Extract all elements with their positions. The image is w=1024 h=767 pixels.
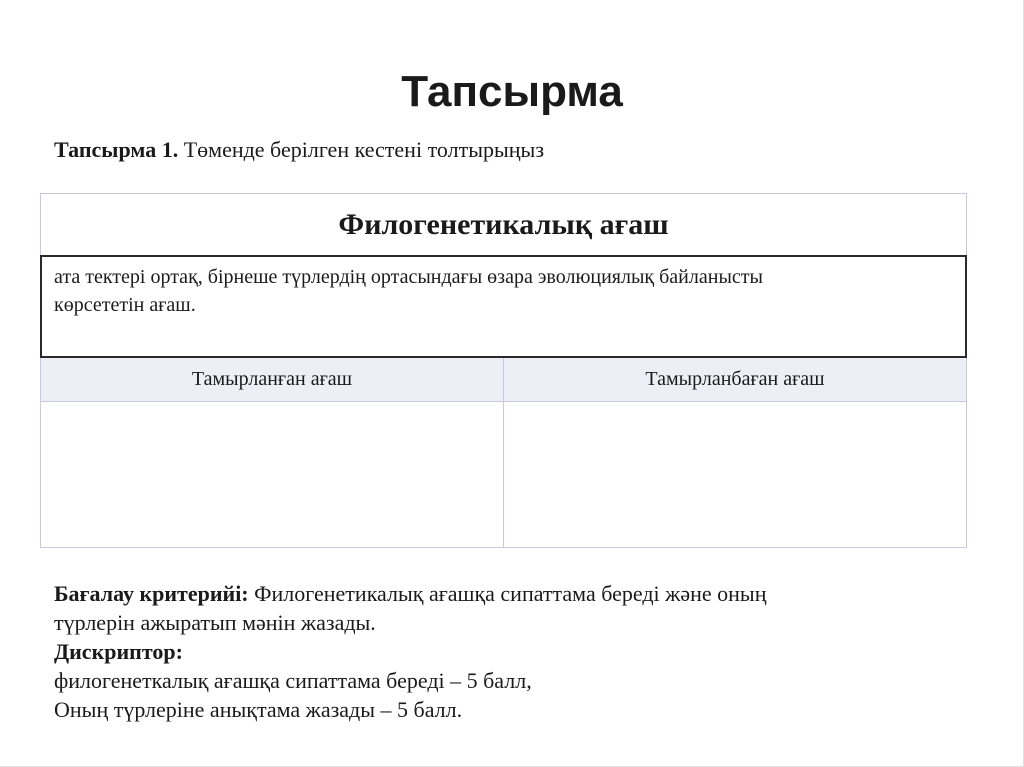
- criteria-text-1: Филогенетикалық ағашқа сипаттама береді және оның: [248, 581, 767, 606]
- column-header-rooted: Тамырланған ағаш: [41, 358, 503, 402]
- task-instruction: [54, 136, 544, 164]
- fill-in-table: [40, 193, 967, 548]
- descriptor-item-2: Оның түрлеріне анықтама жазады – 5 балл.: [54, 697, 463, 722]
- answer-cell-rooted[interactable]: [41, 402, 503, 547]
- answer-cell-unrooted[interactable]: [504, 402, 966, 547]
- descriptor-item-1: филогенеткалық ағашқа сипаттама береді – 5 балл,: [54, 668, 532, 693]
- definition-text: ата тектері ортақ, бірнеше түрлердің ортасындағы өзара эволюциялық байланысты көрсететін ағаш.: [54, 266, 763, 316]
- definition-cell[interactable]: [40, 255, 967, 358]
- slide-title: Тапсырма: [401, 67, 623, 116]
- task-label: Тапсырма 1.: [54, 137, 179, 162]
- assessment-criteria: [54, 579, 954, 724]
- column-unrooted-tree: [504, 358, 966, 547]
- column-header-unrooted: Тамырланбаған ағаш: [504, 358, 966, 402]
- task-text: Төменде берілген кестені толтырыңыз: [178, 137, 545, 162]
- criteria-text-2: түрлерін ажыратып мәнін жазады.: [54, 610, 376, 635]
- table-header: Филогенетикалық ағаш: [40, 193, 967, 255]
- descriptor-label: Дискриптор:: [54, 639, 183, 664]
- column-rooted-tree: [41, 358, 504, 547]
- criteria-label: Бағалау критерийі:: [54, 581, 249, 606]
- criteria-line-1: [54, 579, 954, 608]
- table-columns: [40, 358, 967, 548]
